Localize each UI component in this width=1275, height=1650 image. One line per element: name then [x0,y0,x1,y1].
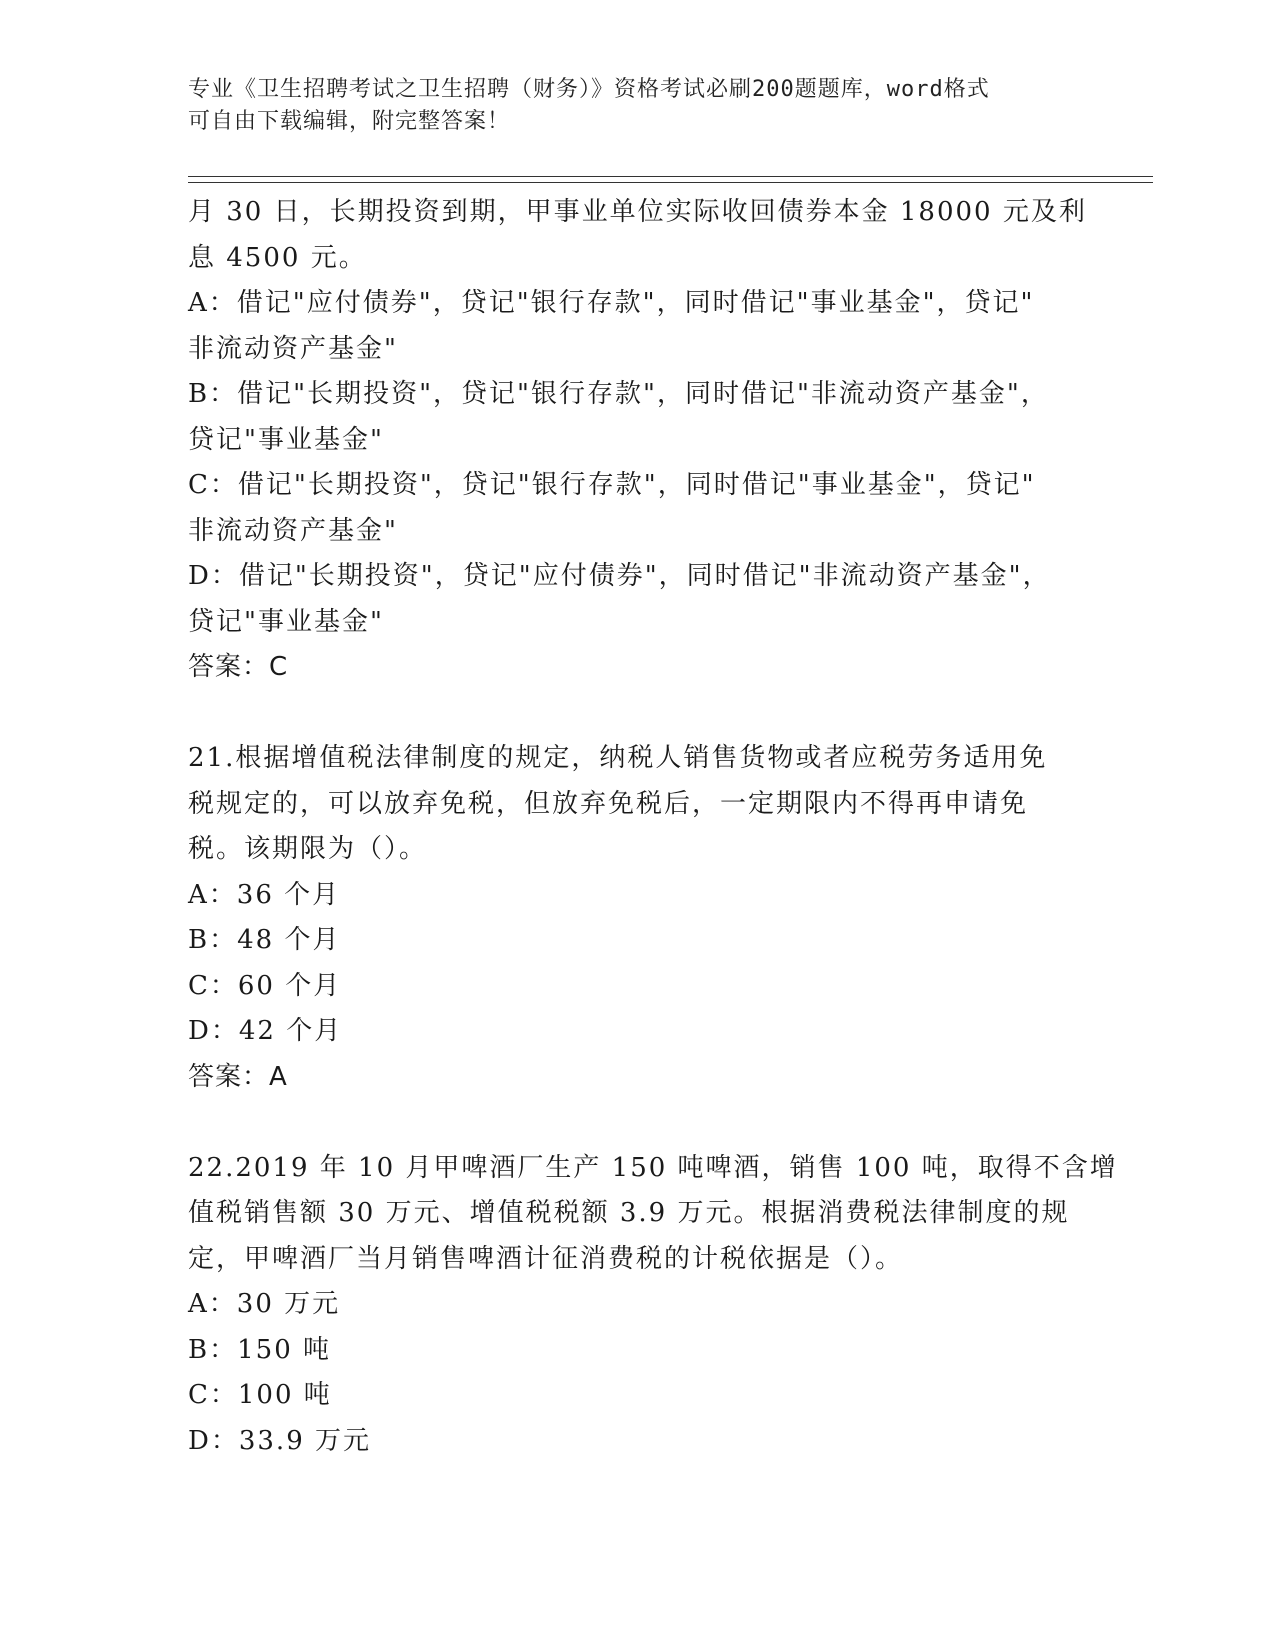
question-20-option-a-line-2: 非流动资产基金" [188,333,398,364]
question-21 [188,736,1088,1100]
question-22-stem-line-2: 值税销售额 30 万元、增值税税额 3.9 万元。根据消费税法律制度的规 [188,1198,1070,1228]
question-20-option-d-line-2: 贷记"事业基金" [188,606,384,637]
question-22-stem-line-1: 22.2019 年 10 月甲啤酒厂生产 150 吨啤酒，销售 100 吨，取得不含增 [188,1152,1118,1183]
document-header [188,74,1068,138]
question-20-option-b-line-2: 贷记"事业基金" [188,424,384,455]
question-22-stem-line-3: 定，甲啤酒厂当月销售啤酒计征消费税的计税依据是（）。 [188,1243,904,1274]
question-20-option-b-line-1: B：借记"长期投资"，贷记"银行存款"，同时借记"非流动资产基金"， [188,379,1049,409]
question-20 [188,190,1088,691]
header-divider-bottom [188,182,1153,183]
question-content [188,190,1118,1464]
question-21-option-d: D：42 个月 [188,1016,343,1046]
question-22 [188,1146,1118,1465]
question-20-answer: 答案：C [188,652,289,682]
question-20-option-c-line-1: C：借记"长期投资"，贷记"银行存款"，同时借记"事业基金"，贷记" [188,470,1036,500]
question-21-option-b: B：48 个月 [188,925,341,955]
question-21-option-a: A：36 个月 [188,879,341,910]
question-spacer [188,1100,1088,1146]
question-20-option-a-line-1: A：借记"应付债券"，贷记"银行存款"，同时借记"事业基金"，贷记" [188,288,1035,318]
header-title-line-2: 可自由下载编辑，附完整答案！ [188,109,511,134]
question-22-option-d: D：33.9 万元 [188,1425,372,1456]
question-22-option-c: C：100 吨 [188,1380,332,1410]
question-20-option-c-line-2: 非流动资产基金" [188,515,398,546]
question-20-stem-line-1: 月 30 日，长期投资到期，甲事业单位实际收回债券本金 18000 元及利 [188,197,1087,227]
header-title-line-1: 专业《卫生招聘考试之卫生招聘（财务）》资格考试必刷200题题库，word格式 [188,77,990,102]
question-21-stem-line-1: 21.根据增值税法律制度的规定，纳税人销售货物或者应税劳务适用免 [188,743,1048,773]
question-21-stem-line-3: 税。该期限为（）。 [188,834,428,864]
question-21-answer: 答案：A [188,1061,288,1092]
question-22-option-b: B：150 吨 [188,1334,331,1365]
header-divider-top [188,176,1153,177]
question-spacer [188,691,1088,737]
question-22-option-a: A：30 万元 [188,1289,341,1319]
question-20-option-d-line-1: D：借记"长期投资"，贷记"应付债券"，同时借记"非流动资产基金"， [188,561,1051,591]
question-20-stem-line-2: 息 4500 元。 [188,242,367,273]
question-21-option-c: C：60 个月 [188,970,342,1001]
question-21-stem-line-2: 税规定的，可以放弃免税，但放弃免税后，一定期限内不得再申请免 [188,788,1029,819]
